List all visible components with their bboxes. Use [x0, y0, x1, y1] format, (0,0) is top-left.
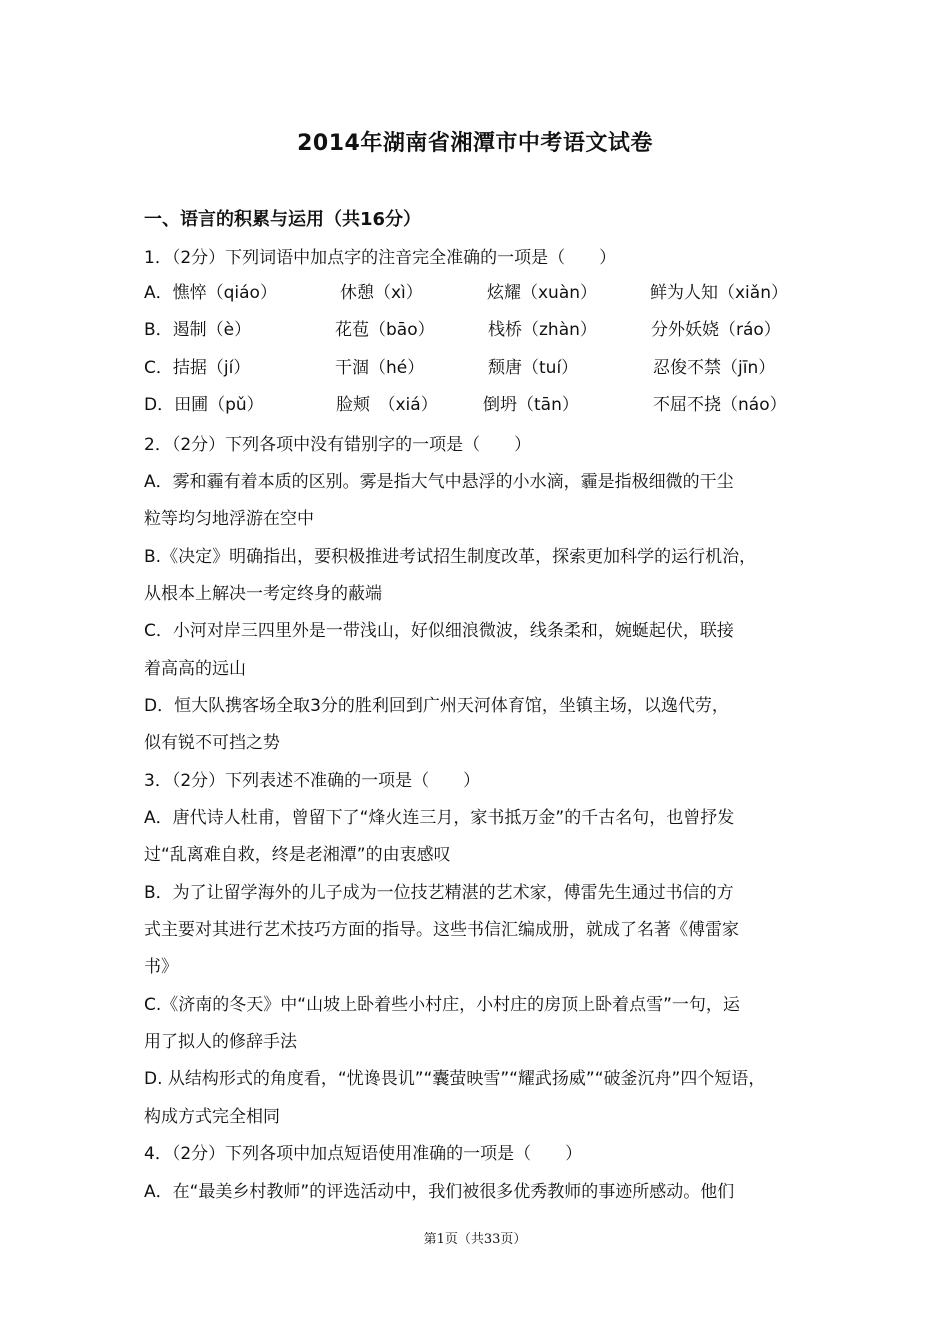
question-3-line: D. 从结构形式的角度看，“忧谗畏讥”“囊萤映雪”“耀武扬威”“破釜沉舟”四个短语， [144, 1069, 766, 1089]
question-3-line: A．唐代诗人杜甫，曾留下了“烽火连三月，家书抵万金”的千古名句，也曾抒发 [144, 808, 735, 828]
page-footer: 第1页（共33页） [423, 1232, 527, 1247]
question-2-line: C．小河对岸三四里外是一带浅山，好似细浪微波，线条柔和，婉蜒起伏，联接 [144, 621, 734, 641]
question-3-line: 书》 [144, 957, 178, 977]
question-4-line: A．在“最美乡村教师”的评选活动中，我们被很多优秀教师的事迹所感动。他们 [144, 1182, 735, 1202]
question-1-option-row-b [144, 318, 824, 342]
question-1-option-row-c [144, 356, 824, 380]
question-1-option-row-d [144, 393, 824, 417]
question-3-line: 式主要对其进行艺术技巧方面的指导。这些书信汇编成册，就成了名著《傅雷家 [144, 920, 739, 940]
option-cell: D．田圃（pǔ） [144, 395, 264, 415]
question-2-stem: 2．（2分）下列各项中没有错别字的一项是（ ） [144, 435, 532, 455]
question-3-line: 用了拟人的修辞手法 [144, 1032, 297, 1052]
section-heading: 一、语言的积累与运用（共16分） [144, 209, 422, 230]
question-3-line: B．为了让留学海外的儿子成为一位技艺精湛的艺术家，傅雷先生通过书信的方 [144, 883, 734, 903]
option-cell: 脸颊 （xiá） [336, 395, 438, 415]
option-cell: 花苞（bāo） [335, 320, 435, 340]
question-1-stem: 1．（2分）下列词语中加点字的注音完全准确的一项是（ ） [144, 248, 617, 268]
question-2-line: 似有锐不可挡之势 [144, 733, 280, 753]
option-cell: 颓唐（tuí） [488, 358, 579, 378]
question-2-line: 从根本上解决一考定终身的蔽端 [144, 584, 382, 604]
question-3-line: 过“乱离难自救，终是老湘潭”的由衷感叹 [144, 845, 451, 865]
option-cell: C．拮据（jí） [144, 358, 251, 378]
question-3-line: 构成方式完全相同 [144, 1107, 280, 1127]
option-cell: 栈桥（zhàn） [488, 320, 597, 340]
question-2-line: B.《决定》明确指出，要积极推进考试招生制度改革，探索更加科学的运行机治， [144, 547, 757, 567]
question-2-line: A．雾和霾有着本质的区别。雾是指大气中悬浮的小水滴，霾是指极细微的干尘 [144, 472, 734, 492]
option-cell: B．遏制（è） [144, 320, 252, 340]
question-1-option-row-a [144, 281, 824, 305]
option-cell: 不屈不挠（náo） [653, 395, 787, 415]
option-cell: 分外妖娆（ráo） [651, 320, 781, 340]
document-title: 2014年湖南省湘潭市中考语文试卷 [297, 131, 653, 156]
option-cell: 干涸（hé） [335, 358, 425, 378]
option-cell: 休憩（xì） [340, 283, 423, 303]
question-3-line: C.《济南的冬天》中“山坡上卧着些小村庄，小村庄的房顶上卧着点雪”一句，运 [144, 995, 740, 1015]
option-cell: A．憔悴（qiáo） [144, 283, 277, 303]
option-cell: 鲜为人知（xiǎn） [650, 283, 788, 303]
question-2-line: D．恒大队携客场全取3分的胜利回到广州天河体育馆，坐镇主场，以逸代劳， [144, 696, 729, 716]
option-cell: 炫耀（xuàn） [487, 283, 598, 303]
option-cell: 忍俊不禁（jīn） [653, 358, 776, 378]
question-2-line: 粒等均匀地浮游在空中 [144, 509, 314, 529]
question-4-stem: 4．（2分）下列各项中加点短语使用准确的一项是（ ） [144, 1144, 583, 1164]
option-cell: 倒坍（tān） [483, 395, 579, 415]
question-2-line: 着高高的远山 [144, 659, 246, 679]
question-3-stem: 3．（2分）下列表述不准确的一项是（ ） [144, 771, 481, 791]
